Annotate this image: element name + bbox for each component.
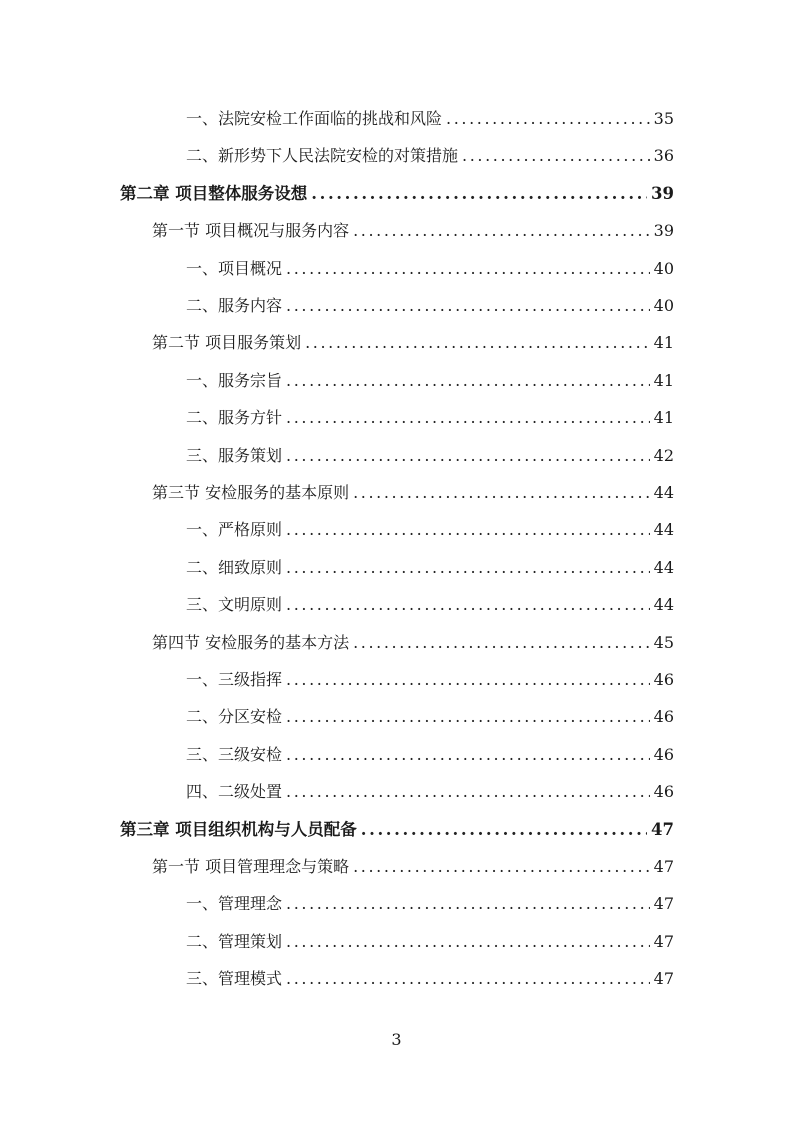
toc-dot-leader	[286, 960, 650, 997]
toc-entry-title: 一、项目概况	[186, 258, 283, 278]
toc-entry-title: 二、服务内容	[186, 296, 283, 315]
toc-item-row[interactable]	[186, 511, 674, 548]
toc-page-number: 40	[653, 296, 674, 315]
toc-item-row[interactable]	[186, 362, 674, 399]
toc-page-number: 42	[653, 445, 674, 465]
toc-dot-leader	[353, 624, 650, 661]
toc-page-number: 47	[653, 969, 674, 989]
toc-item-row[interactable]	[186, 586, 674, 623]
toc-page-number: 46	[653, 707, 674, 727]
toc-page-number: 39	[653, 221, 674, 241]
toc-item-row[interactable]	[186, 923, 674, 960]
toc-entry-title: 三、三级安检	[186, 744, 283, 764]
toc-item-row[interactable]	[186, 773, 674, 810]
toc-item-row[interactable]	[186, 698, 674, 735]
toc-item-row[interactable]	[186, 661, 674, 698]
toc-item-row[interactable]	[186, 437, 674, 474]
toc-dot-leader	[286, 698, 650, 735]
toc-section-row[interactable]	[152, 324, 674, 361]
toc-entry-title: 二、细致原则	[186, 557, 283, 577]
toc-dot-leader	[286, 511, 650, 548]
toc-dot-leader	[361, 811, 647, 848]
toc-dot-leader	[462, 137, 650, 174]
toc-chapter-row[interactable]	[120, 175, 674, 212]
toc-section-row[interactable]	[152, 474, 674, 511]
toc-dot-leader	[305, 324, 650, 361]
toc-page-number: 47	[653, 894, 674, 914]
toc-entry-title: 二、管理策划	[186, 931, 283, 951]
toc-entry-title: 一、服务宗旨	[186, 370, 283, 390]
toc-page-number: 40	[653, 258, 674, 278]
toc-page-number: 46	[653, 782, 674, 802]
toc-dot-leader	[446, 100, 650, 137]
toc-entry-title: 一、法院安检工作面临的挑战和风险	[186, 109, 443, 128]
toc-entry-title: 第二节 项目服务策划	[152, 333, 302, 353]
toc-item-row[interactable]	[186, 100, 674, 137]
toc-item-row[interactable]	[186, 885, 674, 922]
toc-page-number: 47	[653, 931, 674, 951]
toc-item-row[interactable]	[186, 287, 674, 324]
toc-section-row[interactable]	[152, 848, 674, 885]
toc-item-row[interactable]	[186, 137, 674, 174]
toc-page-number: 39	[651, 183, 674, 203]
toc-section-row[interactable]	[152, 212, 674, 249]
toc-section-row[interactable]	[152, 624, 674, 661]
toc-item-row[interactable]	[186, 736, 674, 773]
toc-item-row[interactable]	[186, 549, 674, 586]
toc-entry-title: 三、文明原则	[186, 595, 283, 615]
toc-dot-leader	[286, 287, 650, 324]
toc-page-number: 46	[653, 670, 674, 689]
toc-page-number: 45	[653, 632, 674, 652]
toc-dot-leader	[286, 250, 650, 287]
toc-page-number: 44	[653, 557, 674, 577]
toc-entry-title: 一、严格原则	[186, 520, 283, 540]
toc-entry-title: 二、服务方针	[186, 408, 283, 428]
toc-item-row[interactable]	[186, 960, 674, 997]
toc-dot-leader	[353, 474, 650, 511]
toc-page-number: 41	[653, 370, 674, 390]
toc-dot-leader	[286, 437, 650, 474]
toc-dot-leader	[286, 362, 650, 399]
toc-dot-leader	[286, 923, 650, 960]
toc-item-row[interactable]	[186, 250, 674, 287]
toc-entry-title: 三、服务策划	[186, 445, 283, 465]
toc-entry-title: 第四节 安检服务的基本方法	[152, 632, 350, 652]
toc-entry-title: 一、三级指挥	[186, 670, 283, 689]
toc-entry-title: 二、新形势下人民法院安检的对策措施	[186, 146, 459, 166]
toc-dot-leader	[286, 399, 650, 436]
toc-page-number: 35	[653, 109, 674, 128]
toc-item-row[interactable]	[186, 399, 674, 436]
toc-page-number: 41	[653, 333, 674, 353]
toc-entry-title: 三、管理模式	[186, 969, 283, 989]
toc-entry-title: 二、分区安检	[186, 707, 283, 727]
toc-dot-leader	[286, 736, 650, 773]
toc-page-number: 47	[651, 819, 674, 839]
toc-dot-leader	[286, 773, 650, 810]
toc-dot-leader	[286, 661, 650, 698]
toc-dot-leader	[286, 586, 650, 623]
toc-entry-title: 第一节 项目管理理念与策略	[152, 857, 350, 876]
toc-page-number: 44	[653, 595, 674, 615]
toc-dot-leader	[353, 212, 650, 249]
toc-entry-title: 第三节 安检服务的基本原则	[152, 483, 350, 502]
toc-page-number: 44	[653, 520, 674, 540]
toc-entry-title: 第二章 项目整体服务设想	[120, 183, 308, 203]
toc-dot-leader	[311, 175, 647, 212]
toc-page-number: 41	[653, 408, 674, 428]
toc-dot-leader	[286, 549, 650, 586]
toc-dot-leader	[353, 848, 650, 885]
page-number: 3	[391, 1030, 402, 1049]
toc-page-number: 46	[653, 744, 674, 764]
toc-entry-title: 第一节 项目概况与服务内容	[152, 221, 350, 241]
toc-page-number: 47	[653, 857, 674, 876]
toc-dot-leader	[286, 885, 650, 922]
toc-entry-title: 一、管理理念	[186, 894, 283, 914]
toc-entry-title: 第三章 项目组织机构与人员配备	[120, 819, 357, 839]
toc-page-number: 36	[653, 146, 674, 166]
toc-chapter-row[interactable]	[120, 811, 674, 848]
toc-page-number: 44	[653, 483, 674, 502]
toc-entry-title: 四、二级处置	[186, 782, 283, 802]
